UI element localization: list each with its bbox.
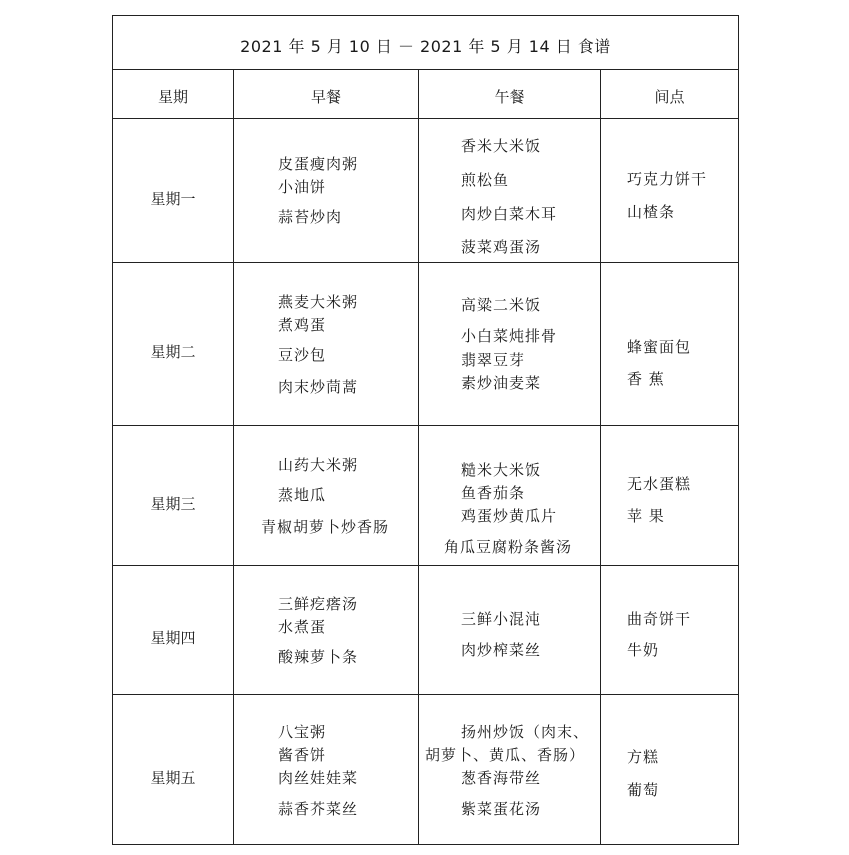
menu-item: 葱香海带丝 xyxy=(461,769,542,787)
day-row-tuesday xyxy=(113,263,738,426)
menu-item: 无水蛋糕 xyxy=(627,475,692,493)
menu-item: 蒜苔炒肉 xyxy=(278,208,343,226)
header-cell-snack xyxy=(601,70,738,118)
day-row-friday xyxy=(113,695,738,844)
day-cell xyxy=(113,566,234,694)
menu-table xyxy=(112,15,739,845)
menu-item: 肉炒榨菜丝 xyxy=(461,641,542,659)
menu-item: 高粱二米饭 xyxy=(461,296,542,314)
menu-item: 豆沙包 xyxy=(278,346,327,364)
header-cell-breakfast xyxy=(234,70,419,118)
day-cell xyxy=(113,695,234,844)
menu-item: 小油饼 xyxy=(278,178,327,196)
header-label: 午餐 xyxy=(494,88,525,106)
day-label: 星期三 xyxy=(150,495,196,513)
header-cell-day xyxy=(113,70,234,118)
header-label: 星期 xyxy=(157,88,188,106)
menu-item: 小白菜炖排骨 xyxy=(461,327,558,345)
menu-item: 蒸地瓜 xyxy=(278,486,327,504)
menu-item: 蒜香芥菜丝 xyxy=(278,800,359,818)
header-label: 早餐 xyxy=(310,88,341,106)
day-label: 星期二 xyxy=(150,343,196,361)
menu-item: 菠菜鸡蛋汤 xyxy=(461,238,542,256)
menu-item: 肉炒白菜木耳 xyxy=(461,205,558,223)
menu-item: 紫菜蛋花汤 xyxy=(461,800,542,818)
menu-item: 煮鸡蛋 xyxy=(278,316,327,334)
menu-item: 青椒胡萝卜炒香肠 xyxy=(261,518,390,536)
menu-item: 香米大米饭 xyxy=(461,137,542,155)
menu-item: 糙米大米饭 xyxy=(461,461,542,479)
page-title: 2021 年 5 月 10 日 － 2021 年 5 月 14 日 食谱 xyxy=(240,37,611,56)
menu-item: 山楂条 xyxy=(627,203,676,221)
menu-item: 方糕 xyxy=(627,748,660,766)
menu-item: 皮蛋瘦肉粥 xyxy=(278,155,359,173)
menu-item: 水煮蛋 xyxy=(278,618,327,636)
menu-item: 巧克力饼干 xyxy=(627,170,708,188)
breakfast-cell xyxy=(234,566,419,694)
lunch-cell xyxy=(419,566,601,694)
menu-item: 酱香饼 xyxy=(278,746,327,764)
day-cell xyxy=(113,119,234,262)
breakfast-cell xyxy=(234,695,419,844)
lunch-cell xyxy=(419,119,601,262)
menu-item: 酸辣萝卜条 xyxy=(278,648,359,666)
menu-item: 素炒油麦菜 xyxy=(461,374,542,392)
menu-item: 肉末炒茼蒿 xyxy=(278,378,359,396)
menu-item: 鸡蛋炒黄瓜片 xyxy=(461,507,558,525)
menu-item: 胡萝卜、黄瓜、香肠） xyxy=(425,746,586,764)
day-label: 星期四 xyxy=(150,629,196,647)
breakfast-cell xyxy=(234,426,419,565)
day-row-monday xyxy=(113,119,738,263)
header-label: 间点 xyxy=(654,88,685,106)
breakfast-cell xyxy=(234,263,419,425)
menu-item: 葡萄 xyxy=(627,781,660,799)
menu-item: 山药大米粥 xyxy=(278,456,359,474)
menu-item: 苹 果 xyxy=(627,507,665,525)
menu-item: 八宝粥 xyxy=(278,723,327,741)
snack-cell xyxy=(601,566,738,694)
menu-item: 煎松鱼 xyxy=(461,171,510,189)
lunch-cell xyxy=(419,426,601,565)
snack-cell xyxy=(601,119,738,262)
menu-item: 扬州炒饭（肉末、 xyxy=(461,723,590,741)
menu-item: 香 蕉 xyxy=(627,370,665,388)
breakfast-cell xyxy=(234,119,419,262)
title-row xyxy=(113,16,738,70)
day-label: 星期五 xyxy=(150,769,196,787)
menu-item: 翡翠豆芽 xyxy=(461,351,526,369)
lunch-cell xyxy=(419,263,601,425)
menu-item: 燕麦大米粥 xyxy=(278,293,359,311)
header-row xyxy=(113,70,738,119)
day-row-wednesday xyxy=(113,426,738,566)
snack-cell xyxy=(601,695,738,844)
menu-item: 曲奇饼干 xyxy=(627,610,692,628)
header-cell-lunch xyxy=(419,70,601,118)
lunch-cell xyxy=(419,695,601,844)
day-cell xyxy=(113,426,234,565)
menu-item: 牛奶 xyxy=(627,641,660,659)
day-cell xyxy=(113,263,234,425)
menu-item: 三鲜疙瘩汤 xyxy=(278,595,359,613)
menu-item: 鱼香茄条 xyxy=(461,484,526,502)
snack-cell xyxy=(601,263,738,425)
day-row-thursday xyxy=(113,566,738,695)
menu-item: 蜂蜜面包 xyxy=(627,338,692,356)
day-label: 星期一 xyxy=(150,190,196,208)
snack-cell xyxy=(601,426,738,565)
menu-item: 角瓜豆腐粉条酱汤 xyxy=(444,538,573,556)
menu-item: 肉丝娃娃菜 xyxy=(278,769,359,787)
menu-item: 三鲜小混沌 xyxy=(461,610,542,628)
